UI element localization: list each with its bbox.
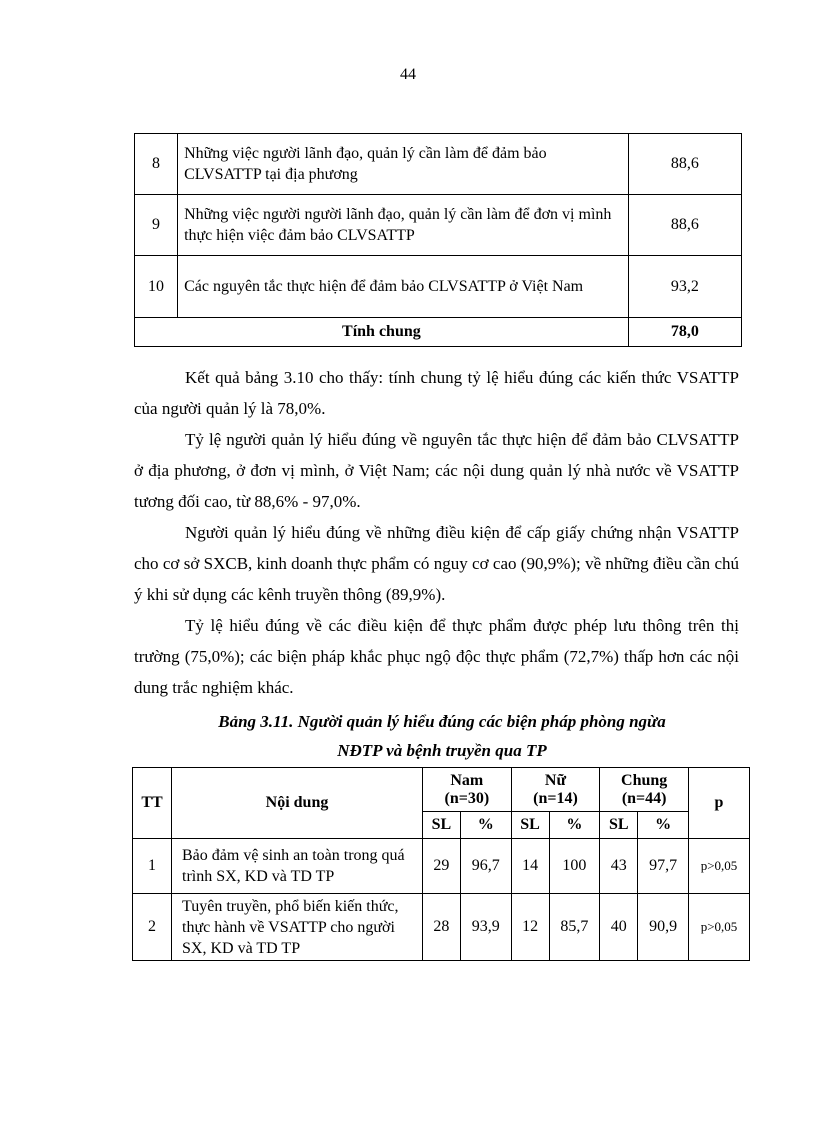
nu-sl: 14 <box>511 839 549 894</box>
table-caption-line1: Bảng 3.11. Người quản lý hiểu đúng các biện pháp phòng ngừa <box>218 712 666 731</box>
row-content: Các nguyên tắc thực hiện để đảm bảo CLVSATTP ở Việt Nam <box>178 256 629 318</box>
prevention-measures-table <box>132 767 750 961</box>
header-nu <box>511 768 600 812</box>
p-value: p>0,05 <box>689 839 750 894</box>
total-value: 78,0 <box>628 318 741 347</box>
nam-sl: 29 <box>423 839 461 894</box>
subheader-sl: SL <box>600 812 638 839</box>
subheader-sl: SL <box>511 812 549 839</box>
nam-sl: 28 <box>423 894 461 961</box>
row-value: 88,6 <box>628 195 741 256</box>
header-p: p <box>689 768 750 839</box>
table-row <box>133 894 750 961</box>
page-number: 44 <box>400 66 416 83</box>
row-number: 10 <box>135 256 178 318</box>
paragraph: Tỷ lệ người quản lý hiểu đúng về nguyên tắc thực hiện để đảm bảo CLVSATTP ở địa phương, ở đơn vị mình, ở Việt Nam; các nội dung quản lý nhà nước về VSATTP tương đối cao, từ 88,6% - 97,0%. <box>134 430 739 511</box>
paragraph: Người quản lý hiểu đúng về những điều kiện để cấp giấy chứng nhận VSATTP cho cơ sở SXCB, kinh doanh thực phẩm có nguy cơ cao (90,9%); về những điều cần chú ý khi sử dụng các kênh truyền thông (89,9%). <box>134 523 739 604</box>
header-chung-n: (n=44) <box>621 789 667 807</box>
header-nam <box>423 768 512 812</box>
total-row <box>135 318 742 347</box>
paragraph: Kết quả bảng 3.10 cho thấy: tính chung tỷ lệ hiểu đúng các kiến thức VSATTP của người quản lý là 78,0%. <box>134 368 739 418</box>
header-nu-n: (n=14) <box>533 789 578 807</box>
row-number: 2 <box>133 894 172 961</box>
nu-sl: 12 <box>511 894 549 961</box>
header-nam-n: (n=30) <box>444 789 490 807</box>
p-value: p>0,05 <box>689 894 750 961</box>
row-value: 88,6 <box>628 134 741 195</box>
nam-pct: 96,7 <box>460 839 511 894</box>
header-chung <box>600 768 689 812</box>
chung-pct: 90,9 <box>638 894 689 961</box>
row-content: Tuyên truyền, phổ biến kiến thức, thực hành về VSATTP cho người SX, KD và TD TP <box>172 894 423 961</box>
row-content: Những việc người người lãnh đạo, quản lý cần làm để đơn vị mình thực hiện việc đảm bảo CLVSATTP <box>178 195 629 256</box>
row-number: 1 <box>133 839 172 894</box>
chung-pct: 97,7 <box>638 839 689 894</box>
header-tt: TT <box>133 768 172 839</box>
table-row <box>135 134 742 195</box>
table-row <box>133 839 750 894</box>
paragraph: Tỷ lệ hiểu đúng về các điều kiện để thực phẩm được phép lưu thông trên thị trường (75,0%); các biện pháp khắc phục ngộ độc thực phẩm (72,7%) thấp hơn các nội dung trắc nghiệm khác. <box>134 616 739 697</box>
nu-pct: 100 <box>549 839 600 894</box>
chung-sl: 43 <box>600 839 638 894</box>
row-content: Những việc người lãnh đạo, quản lý cần làm để đảm bảo CLVSATTP tại địa phương <box>178 134 629 195</box>
subheader-pct: % <box>460 812 511 839</box>
header-content: Nội dung <box>172 768 423 839</box>
header-nu-label: Nữ <box>544 771 567 789</box>
table-caption-line2: NĐTP và bệnh truyền qua TP <box>337 741 547 760</box>
row-number: 8 <box>135 134 178 195</box>
body-text <box>134 362 739 703</box>
table-row <box>135 256 742 318</box>
nu-pct: 85,7 <box>549 894 600 961</box>
subheader-pct: % <box>549 812 600 839</box>
header-row <box>133 768 750 812</box>
chung-sl: 40 <box>600 894 638 961</box>
knowledge-table-continued <box>134 133 742 347</box>
nam-pct: 93,9 <box>460 894 511 961</box>
row-content: Bảo đảm vệ sinh an toàn trong quá trình SX, KD và TD TP <box>172 839 423 894</box>
subheader-sl: SL <box>423 812 461 839</box>
subheader-pct: % <box>638 812 689 839</box>
row-number: 9 <box>135 195 178 256</box>
table-row <box>135 195 742 256</box>
header-chung-label: Chung <box>621 771 668 789</box>
header-nam-label: Nam <box>450 771 484 789</box>
row-value: 93,2 <box>628 256 741 318</box>
total-label: Tính chung <box>135 318 629 347</box>
